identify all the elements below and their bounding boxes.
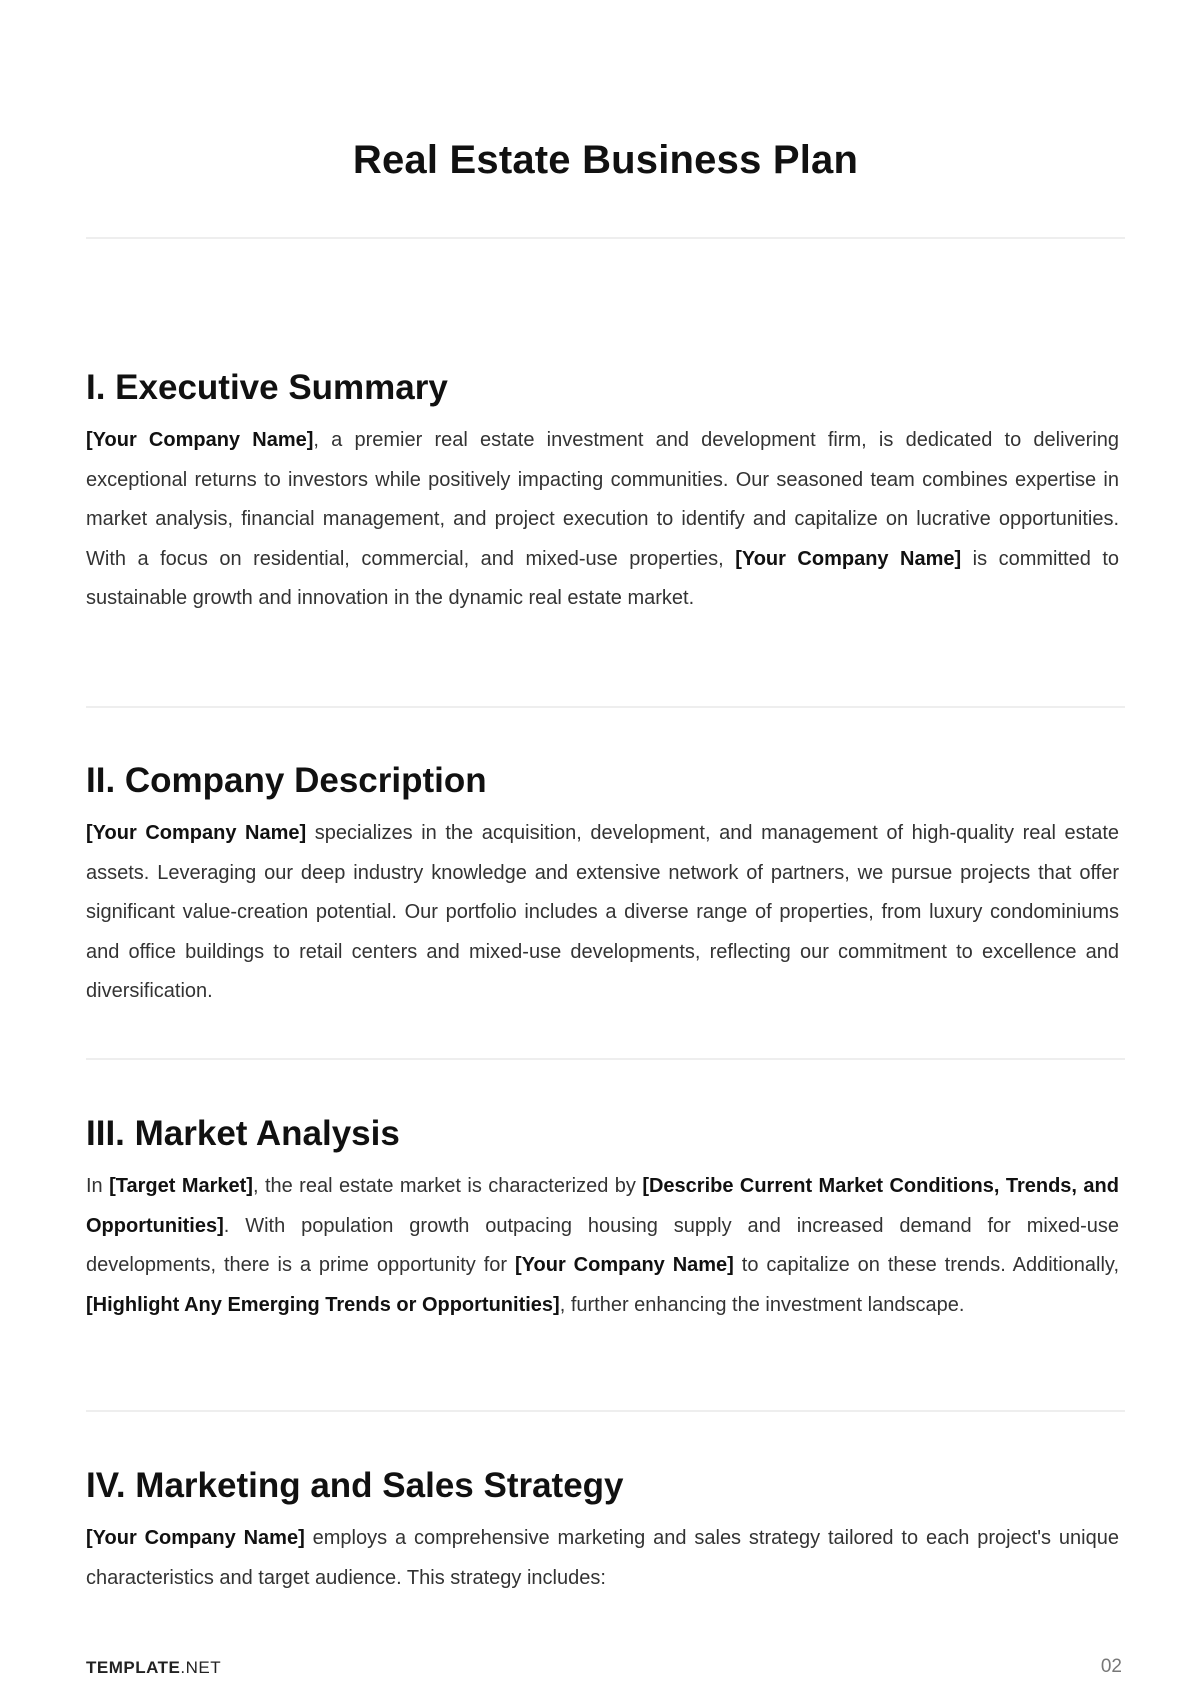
section-divider xyxy=(86,1410,1125,1412)
body-text: In xyxy=(86,1175,110,1197)
document-title: Real Estate Business Plan xyxy=(352,138,859,182)
placeholder-text: [Your Company Name] xyxy=(86,429,314,451)
page-number: 02 xyxy=(1100,1656,1122,1677)
section-heading: III. Market Analysis xyxy=(86,1114,400,1153)
section-heading: II. Company Description xyxy=(86,761,487,800)
section-market-analysis xyxy=(86,1113,1119,1325)
placeholder-text: [Highlight Any Emerging Trends or Opportunities] xyxy=(86,1293,560,1316)
section-company-description xyxy=(86,760,1119,1012)
section-executive-summary xyxy=(86,367,1119,619)
body-text: is committed to sustainable growth and innovation in the dynamic real estate market. xyxy=(86,547,1120,610)
placeholder-text: [Describe Current Market Conditions, Trends, and Opportunities] xyxy=(86,1175,1119,1237)
footer-brand-logo xyxy=(86,1658,221,1678)
section-heading: IV. Marketing and Sales Strategy xyxy=(86,1466,624,1505)
section-divider xyxy=(86,706,1125,708)
body-text: to capitalize on these trends. Additionally, xyxy=(733,1254,1120,1277)
body-text: specializes in the acquisition, development, and management of high-quality real estate assets. Leveraging our deep industry knowledge and extensive network of partners, we pursue projects that offer significant value-creation potential. Our portfolio includes a diverse range of properties, from luxury condominiums and office buildings to retail centers and mixed-use developments, reflecting our commitment to excellence and diversification. xyxy=(86,822,1119,1003)
section-heading: I. Executive Summary xyxy=(86,368,448,407)
body-text: , a premier real estate investment and development firm, is dedicated to delivering exceptional returns to investors while positively impacting communities. Our seasoned team combines expertise in market analysis, financial management, and project execution to identify and capitalize on lucrative opportunities. With a focus on residential, commercial, and mixed-use properties, xyxy=(86,429,1119,570)
body-text: , further enhancing the investment landscape. xyxy=(559,1293,965,1316)
body-text: , the real estate market is characterized by xyxy=(252,1175,643,1197)
footer-brand-rest: .NET xyxy=(180,1658,222,1677)
body-text: employs a comprehensive marketing and sales strategy tailored to each project's unique characteristics and target audience. This strategy includes: xyxy=(86,1527,1119,1589)
body-text: . With population growth outpacing housing supply and increased demand for mixed-use developments, there is a prime opportunity for xyxy=(86,1214,1119,1277)
placeholder-text: [Your Company Name] xyxy=(515,1254,734,1277)
placeholder-text: [Your Company Name] xyxy=(86,822,307,844)
section-marketing-sales xyxy=(86,1465,1119,1598)
placeholder-text: [Your Company Name] xyxy=(735,547,962,570)
footer-brand-strong: TEMPLATE xyxy=(86,1658,181,1677)
section-body xyxy=(86,1519,1119,1598)
placeholder-text: [Target Market] xyxy=(109,1175,253,1197)
section-body xyxy=(86,421,1119,619)
section-divider xyxy=(86,1058,1125,1060)
placeholder-text: [Your Company Name] xyxy=(86,1527,305,1549)
section-body xyxy=(86,814,1119,1012)
document-page xyxy=(86,0,1125,1697)
section-body xyxy=(86,1167,1119,1325)
title-divider xyxy=(86,237,1125,239)
